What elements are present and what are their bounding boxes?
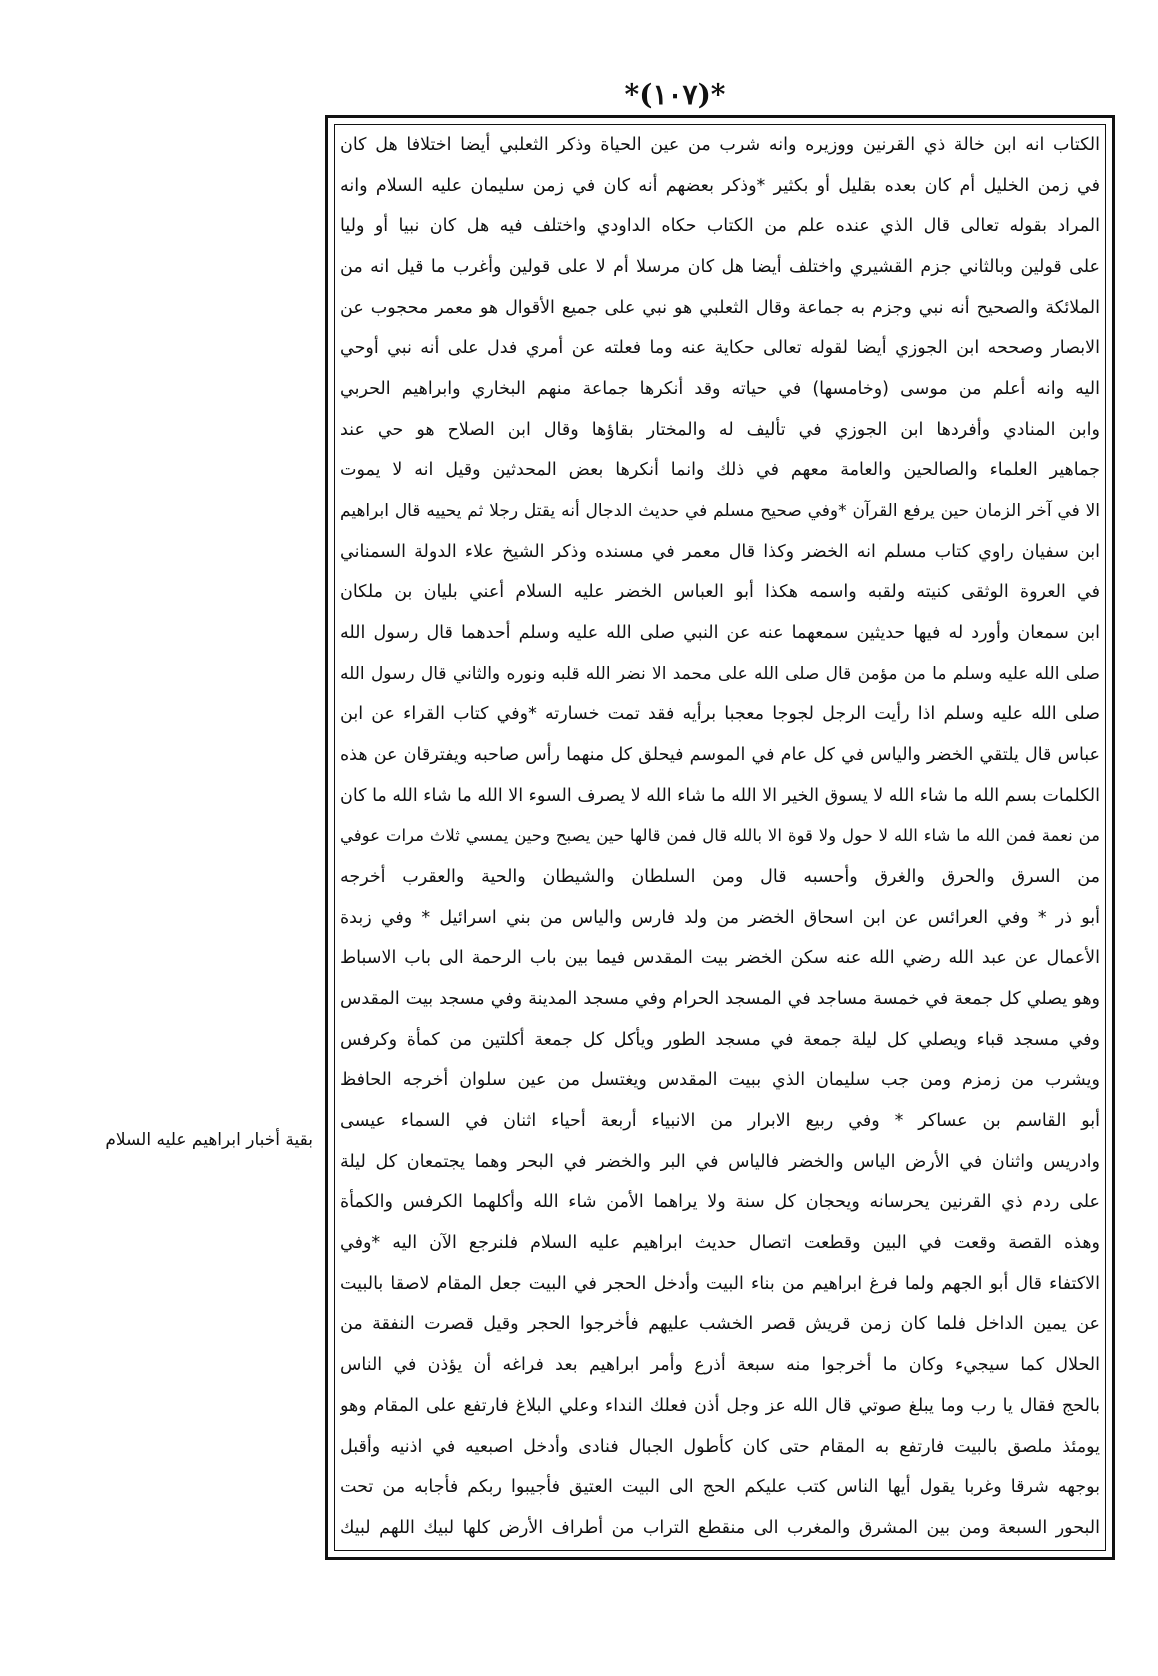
text-line: عن يمين الداخل فلما كان زمن قريش قصر الخشب عليهم فأخرجوا الحجر وقيل قصرت النفقة من <box>340 1314 1100 1335</box>
text-line: اليه وانه أعلم من موسى (وخامسها) في حياته وقد أنكرها جماعة منهم البخاري وابراهيم الحربي <box>340 379 1100 400</box>
text-line: صلى الله عليه وسلم اذا رأيت الرجل لجوجا معجبا برأيه فقد تمت خسارته *وفي كتاب القراء عن ابن <box>340 704 1100 725</box>
text-line: في العروة الوثقى كنيته ولقبه واسمه هكذا أبو العباس الخضر عليه السلام أعني بليان بن ملكان <box>340 582 1100 603</box>
text-line: ابن سمعان وأورد له فيها حديثين سمعهما عنه عن النبي صلى الله عليه وسلم أحدهما قال رسول الله <box>340 623 1100 644</box>
margin-note: بقية أخبار ابراهيم عليه السلام <box>105 1130 313 1150</box>
text-line: بالحج فقال يا رب وما يبلغ صوتي قال الله عز وجل أذن فعلك النداء وعلي البلاغ فارتفع على المقام وهو <box>340 1395 1100 1416</box>
text-line: وهذه القصة وقعت في البين وقطعت اتصال حديث ابراهيم عليه السلام فلنرجع الآن اليه *وفي <box>340 1233 1100 1254</box>
text-line: عباس قال يلتقي الخضر والياس في كل عام في الموسم فيحلق كل منهما رأس صاحبه ويفترقان عن هذه <box>340 745 1100 766</box>
text-line: صلى الله عليه وسلم ما من مؤمن قال صلى الله على محمد الا نضر الله قلبه ونوره والثاني قال رسول الله <box>340 663 1100 684</box>
text-line: جماهير العلماء والصالحين والعامة معهم في ذلك وانما أنكرها بعض المحدثين وقيل انه لا يموت <box>340 460 1100 481</box>
text-line: في زمن الخليل أم كان بعده بقليل أو بكثير *وذكر بعضهم أنه كان في زمن سليمان عليه السلام وانه <box>340 175 1100 196</box>
text-line: الاكتفاء قال أبو الجهم ولما فرغ ابراهيم من بناء البيت وأدخل الحجر في البيت جعل المقام لاصقا بالبيت <box>340 1273 1100 1294</box>
text-line: الأعمال عن عبد الله رضي الله عنه سكن الخضر بيت المقدس فيما بين باب الرحمة الى باب الاسباط <box>340 948 1100 969</box>
text-line: بوجهه شرقا وغربا يقول أيها الناس كتب عليكم الحج الى البيت العتيق فأجيبوا ربكم فأجابه من تحت <box>340 1477 1100 1498</box>
text-line: وهو يصلي كل جمعة في خمسة مساجد في المسجد الحرام وفي مسجد المدينة وفي مسجد بيت المقدس <box>340 989 1100 1010</box>
text-line: على قولين وبالثاني جزم القشيري واختلف أيضا هل كان مرسلا أم لا على قولين وأغرب ما قيل انه من <box>340 257 1100 278</box>
text-line: الكلمات بسم الله ما شاء الله لا يسوق الخير الا الله ما شاء الله لا يصرف السوء الا الله ما شاء الله ما كان <box>340 785 1100 806</box>
text-line: الا في آخر الزمان حين يرفع القرآن *وفي صحيح مسلم في حديث الدجال أنه يقتل رجلا ثم يحييه قال ابراهيم <box>340 501 1100 522</box>
page-frame <box>325 115 1115 1560</box>
text-line: يومئذ ملصق بالبيت فارتفع به المقام حتى كان كأطول الجبال فنادى وأدخل اصبعيه في اذنيه وأقبل <box>340 1436 1100 1457</box>
text-line: الملائكة والصحيح أنه نبي وجزم به جماعة وقال الثعلبي هو نبي على جميع الأقوال هو معمر محجوب عن <box>340 297 1100 318</box>
text-line: ويشرب من زمزم ومن جب سليمان الذي ببيت المقدس ويغتسل من عين سلوان أخرجه الحافظ <box>340 1070 1100 1091</box>
text-line: أبو ذر * وفي العرائس عن ابن اسحاق الخضر من ولد فارس والياس من بني اسرائيل * وفي زبدة <box>340 907 1100 928</box>
text-line: الكتاب انه ابن خالة ذي القرنين ووزيره وانه شرب من عين الحياة وذكر الثعلبي أيضا اختلافا هل كان <box>340 135 1100 155</box>
text-line: على ردم ذي القرنين يحرسانه ويحجان كل سنة ولا يراهما الأمن شاء الله وأكلهما الكرفس والكمأة <box>340 1192 1100 1213</box>
text-line: من السرق والحرق والغرق وأحسبه قال ومن السلطان والشيطان والحية والعقرب أخرجه <box>340 867 1100 888</box>
text-line: أبو القاسم بن عساكر * وفي ربيع الابرار من الانبياء أربعة أحياء اثنان في السماء عيسى <box>340 1111 1100 1132</box>
text-line: وابن المنادي وأفردها ابن الجوزي في تأليف له والمختار بقاؤها وقال ابن الصلاح هو حي عند <box>340 419 1100 440</box>
main-text <box>340 128 1100 1545</box>
text-line: وادريس واثنان في الأرض الياس والخضر فالياس في البر والخضر في البحر وهما يجتمعان كل ليلة <box>340 1151 1100 1172</box>
text-line: وفي مسجد قباء ويصلي كل ليلة جمعة في مسجد الطور ويأكل كل جمعة أكلتين من كمأة وكرفس <box>340 1029 1100 1050</box>
text-line: ابن سفيان راوي كتاب مسلم انه الخضر وكذا قال معمر في مسنده وذكر الشيخ علاء الدولة السمناني <box>340 541 1100 562</box>
page-number: *(١٠٧)* <box>624 78 726 111</box>
text-line: الحلال كما سيجيء وكان ما أخرجوا منه سبعة أذرع وأمر ابراهيم بعد فراغه أن يؤذن في الناس <box>340 1355 1100 1376</box>
text-line: الابصار وصححه ابن الجوزي أيضا لقوله تعالى حكاية عنه وما فعلته عن أمري فدل على أنه نبي أوحي <box>340 338 1100 359</box>
text-line: المراد بقوله تعالى قال الذي عنده علم من الكتاب حكاه الداودي واختلف فيه هل كان نبيا أو وليا <box>340 216 1100 237</box>
text-line: البحور السبعة ومن بين المشرق والمغرب الى منقطع التراب من أطراف الأرض كلها لبيك اللهم لبيك <box>340 1517 1100 1538</box>
text-line: من نعمة فمن الله ما شاء الله لا حول ولا قوة الا بالله قال فمن قالها حين يصبح وحين يمسي ثلاث مرات عوفي <box>340 826 1100 846</box>
